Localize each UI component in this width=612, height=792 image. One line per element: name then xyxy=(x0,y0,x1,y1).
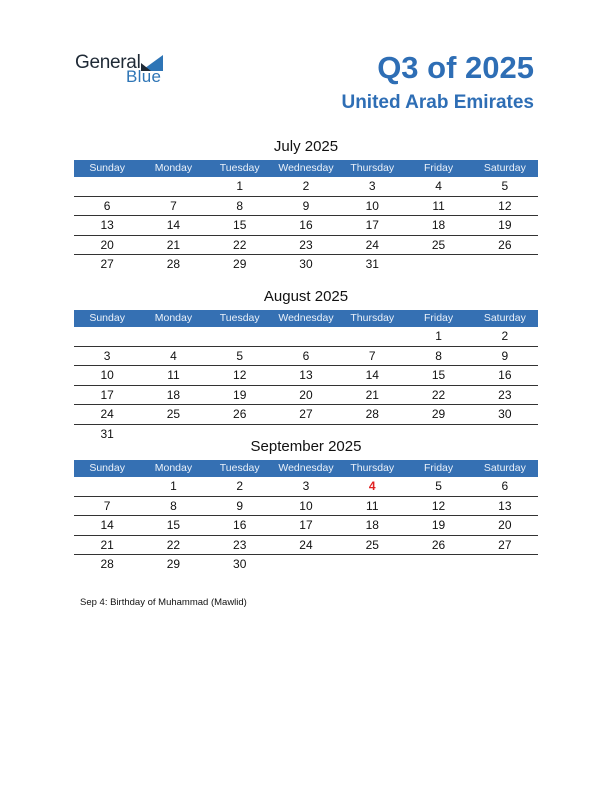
week-row xyxy=(74,386,538,406)
day-cell: 4 xyxy=(170,348,177,363)
weekday-label: Thursday xyxy=(350,312,395,324)
day-cell: 10 xyxy=(299,498,313,513)
day-cell: 11 xyxy=(366,498,379,513)
logo-blue-text: Blue xyxy=(126,67,162,86)
day-cell: 3 xyxy=(103,348,111,363)
day-cell: 9 xyxy=(236,498,244,513)
weekday-label: Friday xyxy=(423,312,454,324)
day-cell: 4 xyxy=(368,479,376,493)
day-cell: 3 xyxy=(302,479,310,493)
day-cell: 16 xyxy=(299,218,313,232)
weekday-label: Tuesday xyxy=(219,162,260,174)
day-cell: 2 xyxy=(302,179,310,193)
day-cell: 24 xyxy=(100,407,114,421)
holiday-note: Sep 4: Birthday of Muhammad (Mawlid) xyxy=(80,597,247,608)
empty-day-cell xyxy=(140,177,206,196)
day-cell: 22 xyxy=(233,237,247,252)
empty-day-cell xyxy=(74,477,140,496)
day-cell: 25 xyxy=(431,237,446,252)
day-cell: 1 xyxy=(435,329,442,343)
day-cell: 18 xyxy=(166,387,181,402)
day-cell: 21 xyxy=(100,537,114,552)
day-cell: 7 xyxy=(170,198,177,213)
day-cell: 29 xyxy=(233,257,247,271)
day-cell: 14 xyxy=(100,518,114,532)
day-cell: 15 xyxy=(431,368,446,382)
week-row xyxy=(74,536,538,556)
calendar-july xyxy=(74,136,538,274)
day-cell: 19 xyxy=(233,387,247,402)
weekday-label: Monday xyxy=(154,162,193,174)
day-cell: 17 xyxy=(365,218,379,232)
empty-day-cell xyxy=(405,555,471,574)
day-cell: 18 xyxy=(365,518,379,532)
day-cell: 12 xyxy=(498,198,512,213)
weekday-label: Saturday xyxy=(483,162,526,174)
week-row xyxy=(74,327,538,347)
day-cell: 17 xyxy=(100,387,114,402)
day-cell: 6 xyxy=(501,479,509,493)
weekday-label: Monday xyxy=(154,312,193,324)
week-row xyxy=(74,477,538,497)
weekday-label: Friday xyxy=(423,462,454,474)
day-cell: 7 xyxy=(368,348,376,363)
day-cell: 24 xyxy=(365,237,379,252)
day-cell: 13 xyxy=(299,368,313,382)
day-cell: 5 xyxy=(501,179,509,193)
day-cell: 22 xyxy=(166,537,181,552)
day-cell: 12 xyxy=(431,498,446,513)
empty-day-cell xyxy=(472,255,538,274)
day-cell: 20 xyxy=(100,237,114,252)
month-title: July 2025 xyxy=(273,138,339,155)
week-row xyxy=(74,347,538,367)
day-cell: 30 xyxy=(498,407,512,421)
day-cell: 5 xyxy=(236,348,244,363)
day-cell: 28 xyxy=(100,557,114,571)
day-cell: 19 xyxy=(431,518,446,532)
day-cell: 13 xyxy=(498,498,512,513)
week-row xyxy=(74,255,538,274)
weekday-label: Saturday xyxy=(483,312,526,324)
day-cell: 19 xyxy=(498,218,512,232)
logo xyxy=(75,52,185,92)
month-title: September 2025 xyxy=(250,438,362,455)
day-cell: 20 xyxy=(299,387,313,402)
empty-day-cell xyxy=(74,177,140,196)
day-cell: 25 xyxy=(365,537,379,552)
day-cell: 16 xyxy=(233,518,247,532)
day-cell: 7 xyxy=(103,498,111,513)
day-cell: 1 xyxy=(236,179,244,193)
weekday-label: Thursday xyxy=(350,462,395,474)
day-cell: 26 xyxy=(431,537,446,552)
day-cell: 23 xyxy=(498,387,512,402)
day-cell: 8 xyxy=(435,348,442,363)
day-cell: 24 xyxy=(299,537,313,552)
day-cell: 6 xyxy=(302,348,310,363)
day-cell: 10 xyxy=(365,198,379,213)
day-cell: 8 xyxy=(170,498,177,513)
day-cell: 26 xyxy=(233,407,247,421)
day-cell: 28 xyxy=(365,407,379,421)
empty-day-cell xyxy=(273,327,339,346)
day-cell: 12 xyxy=(233,368,247,382)
weekday-label: Sunday xyxy=(89,162,125,174)
weekday-label: Wednesday xyxy=(278,312,334,324)
empty-day-cell xyxy=(339,555,405,574)
day-cell: 21 xyxy=(365,387,379,402)
day-cell: 3 xyxy=(368,179,376,193)
week-row xyxy=(74,236,538,256)
day-cell: 28 xyxy=(166,257,181,271)
weekday-label: Wednesday xyxy=(278,162,334,174)
day-cell: 20 xyxy=(498,518,512,532)
week-row xyxy=(74,216,538,236)
week-row xyxy=(74,516,538,536)
day-cell: 6 xyxy=(103,198,111,213)
day-cell: 22 xyxy=(431,387,446,402)
day-cell: 1 xyxy=(170,479,177,493)
day-cell: 17 xyxy=(299,518,313,532)
page-subtitle: United Arab Emirates xyxy=(341,92,534,113)
calendar-august xyxy=(74,286,538,443)
day-cell: 15 xyxy=(233,218,247,232)
day-cell: 2 xyxy=(236,479,244,493)
day-cell: 30 xyxy=(233,557,247,571)
day-cell: 23 xyxy=(233,537,247,552)
day-cell: 30 xyxy=(299,257,313,271)
day-cell: 25 xyxy=(166,407,181,421)
empty-day-cell xyxy=(207,327,273,346)
day-cell: 29 xyxy=(166,557,181,571)
week-row xyxy=(74,405,538,425)
empty-day-cell xyxy=(74,327,140,346)
empty-day-cell xyxy=(273,555,339,574)
weekday-label: Monday xyxy=(154,462,193,474)
weekday-label: Saturday xyxy=(483,462,526,474)
weekday-label: Friday xyxy=(423,162,454,174)
day-cell: 27 xyxy=(100,257,114,271)
weekday-label: Tuesday xyxy=(219,312,260,324)
day-cell: 31 xyxy=(100,426,114,441)
week-row xyxy=(74,177,538,197)
day-cell: 14 xyxy=(365,368,379,382)
day-cell: 13 xyxy=(100,218,114,232)
week-row xyxy=(74,366,538,386)
week-row xyxy=(74,555,538,574)
day-cell: 31 xyxy=(365,257,379,271)
weekday-label: Thursday xyxy=(350,162,395,174)
day-cell: 26 xyxy=(498,237,512,252)
day-cell: 29 xyxy=(431,407,446,421)
calendar-september xyxy=(74,436,538,574)
day-cell: 16 xyxy=(498,368,512,382)
week-row xyxy=(74,497,538,517)
day-cell: 11 xyxy=(432,198,445,213)
empty-day-cell xyxy=(339,327,405,346)
month-title: August 2025 xyxy=(263,288,349,305)
day-cell: 8 xyxy=(236,198,244,213)
weekday-label: Sunday xyxy=(89,312,125,324)
day-cell: 14 xyxy=(166,218,181,232)
day-cell: 21 xyxy=(166,237,181,252)
day-cell: 9 xyxy=(501,348,509,363)
day-cell: 15 xyxy=(166,518,181,532)
day-cell: 11 xyxy=(167,368,180,382)
day-cell: 4 xyxy=(435,179,442,193)
day-cell: 27 xyxy=(498,537,512,552)
day-cell: 9 xyxy=(302,198,310,213)
day-cell: 2 xyxy=(501,329,509,343)
weekday-header xyxy=(74,460,538,477)
page-title: Q3 of 2025 xyxy=(377,50,534,85)
week-row xyxy=(74,197,538,217)
logo-general-text: General xyxy=(75,52,141,73)
day-cell: 10 xyxy=(100,368,114,382)
weekday-label: Tuesday xyxy=(219,462,260,474)
day-cell: 18 xyxy=(431,218,446,232)
empty-day-cell xyxy=(140,327,206,346)
empty-day-cell xyxy=(405,255,471,274)
weekday-label: Wednesday xyxy=(278,462,334,474)
empty-day-cell xyxy=(472,555,538,574)
weekday-header xyxy=(74,160,538,177)
day-cell: 5 xyxy=(435,479,442,493)
day-cell: 27 xyxy=(299,407,313,421)
weekday-label: Sunday xyxy=(89,462,125,474)
day-cell: 23 xyxy=(299,237,313,252)
weekday-header xyxy=(74,310,538,327)
